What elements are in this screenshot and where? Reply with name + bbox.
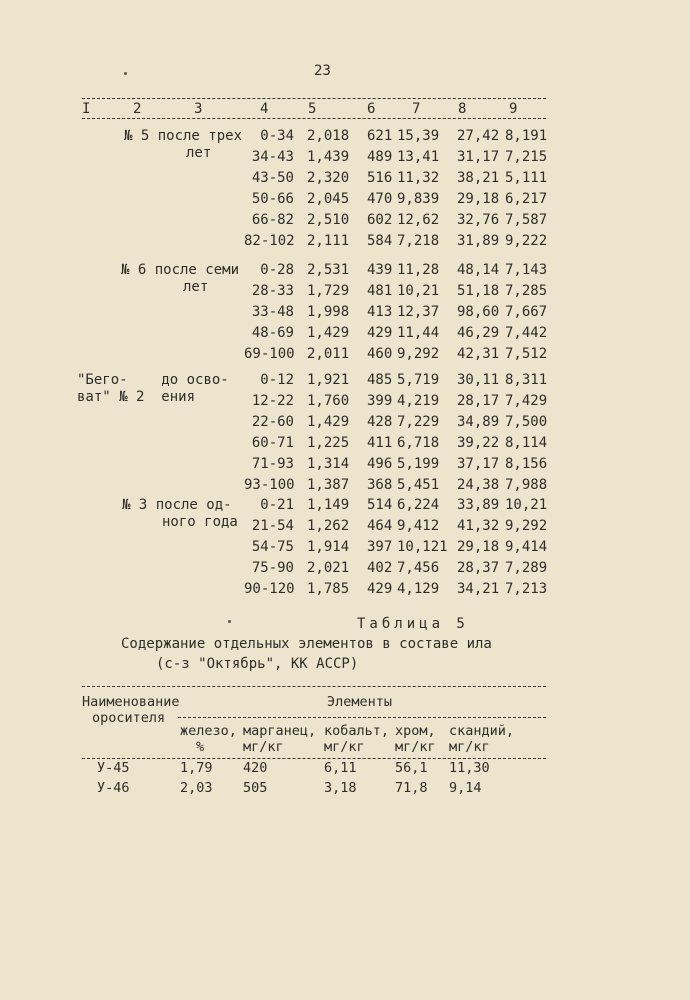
table-cell: 39,22 xyxy=(457,435,500,451)
table-cell: 37,17 xyxy=(457,456,500,472)
table-cell: 46,29 xyxy=(457,325,500,341)
col-header: кобальт, мг/кг xyxy=(324,723,390,755)
col-header: 7 xyxy=(412,101,421,117)
table-cell: 1,439 xyxy=(307,149,350,165)
table-cell: 51,18 xyxy=(457,283,500,299)
table-cell: 71-93 xyxy=(251,456,294,472)
table-cell: 10,21 xyxy=(505,497,548,513)
table-cell: 402 xyxy=(367,560,393,576)
table-row xyxy=(0,497,690,517)
table-cell: 420 xyxy=(243,760,268,776)
table-cell: 33-48 xyxy=(251,304,294,320)
table-cell: 7,285 xyxy=(505,283,548,299)
group-label: № 3 после од- ного года xyxy=(122,497,238,530)
table-cell: 4,219 xyxy=(397,393,440,409)
table-cell: 428 xyxy=(367,414,393,430)
page-number: 23 xyxy=(314,63,331,79)
col-header: хром, мг/кг xyxy=(395,723,436,755)
group-label: № 5 после трех лет xyxy=(124,128,243,161)
table-cell: 41,32 xyxy=(457,518,500,534)
table-cell: 5,719 xyxy=(397,372,440,388)
table-cell: 98,60 xyxy=(457,304,500,320)
table-cell: 48-69 xyxy=(251,325,294,341)
table-cell: 22-60 xyxy=(251,414,294,430)
table-cell: 464 xyxy=(367,518,393,534)
col-header: марганец, мг/кг xyxy=(243,723,317,755)
table-cell: 24,38 xyxy=(457,477,500,493)
table-cell: 397 xyxy=(367,539,393,555)
col-header: 6 xyxy=(367,101,376,117)
table-cell: 9,414 xyxy=(505,539,548,555)
table-row xyxy=(0,581,690,601)
table-cell: 38,21 xyxy=(457,170,500,186)
table-cell: 69-100 xyxy=(244,346,295,362)
table-cell: 411 xyxy=(367,435,393,451)
table-cell: 1,914 xyxy=(307,539,350,555)
table-row xyxy=(0,346,690,366)
table-cell: 1,429 xyxy=(307,414,350,430)
table-cell: 90-120 xyxy=(244,581,295,597)
table-cell: 7,512 xyxy=(505,346,548,362)
table-cell: 71,8 xyxy=(395,780,428,796)
col-header: 2 xyxy=(133,101,142,117)
table-cell: 584 xyxy=(367,233,393,249)
table-cell: 2,510 xyxy=(307,212,350,228)
table-cell: 2,018 xyxy=(307,128,350,144)
table-cell: 1,79 xyxy=(180,760,213,776)
table-cell: 1,225 xyxy=(307,435,350,451)
col-header: скандий, мг/кг xyxy=(449,723,515,755)
table-cell: 413 xyxy=(367,304,393,320)
table5-title: Содержание отдельных элементов в составе ила xyxy=(121,636,492,652)
table-cell: 7,429 xyxy=(505,393,548,409)
table-cell: 28,37 xyxy=(457,560,500,576)
table-cell: 1,429 xyxy=(307,325,350,341)
col-header: 3 xyxy=(194,101,203,117)
table4-header xyxy=(82,98,546,120)
table-cell: 27,42 xyxy=(457,128,500,144)
table-cell: 9,222 xyxy=(505,233,548,249)
table-cell: 516 xyxy=(367,170,393,186)
table-cell: 1,729 xyxy=(307,283,350,299)
table-cell: 2,011 xyxy=(307,346,350,362)
table-cell: 621 xyxy=(367,128,393,144)
table-cell: У-45 xyxy=(97,760,130,776)
table-row xyxy=(0,539,690,559)
table-cell: 0-28 xyxy=(260,262,294,278)
table-cell: 2,320 xyxy=(307,170,350,186)
table-row xyxy=(0,414,690,434)
table-cell: 9,14 xyxy=(449,780,482,796)
table-cell: 15,39 xyxy=(397,128,440,144)
table-cell: 8,191 xyxy=(505,128,548,144)
table-cell: 439 xyxy=(367,262,393,278)
table-cell: 31,89 xyxy=(457,233,500,249)
table-cell: 2,111 xyxy=(307,233,350,249)
table-cell: 11,32 xyxy=(397,170,440,186)
col-header: 5 xyxy=(308,101,317,117)
table-cell: 1,149 xyxy=(307,497,350,513)
col-name-header: Наименование оросителя xyxy=(82,694,180,726)
table-row xyxy=(0,325,690,345)
table-row xyxy=(0,435,690,455)
table-row xyxy=(0,149,690,169)
table-cell: 34-43 xyxy=(251,149,294,165)
table-cell: 30,11 xyxy=(457,372,500,388)
table-cell: 93-100 xyxy=(244,477,295,493)
table-cell: 1,998 xyxy=(307,304,350,320)
table-row xyxy=(0,560,690,580)
table-cell: 6,11 xyxy=(324,760,357,776)
table-cell: 0-21 xyxy=(260,497,294,513)
table-cell: 7,213 xyxy=(505,581,548,597)
table-cell: 7,667 xyxy=(505,304,548,320)
table-cell: 12-22 xyxy=(251,393,294,409)
table5-rule-mid xyxy=(82,758,546,759)
table-cell: 7,500 xyxy=(505,414,548,430)
table-cell: 481 xyxy=(367,283,393,299)
table-cell: 6,224 xyxy=(397,497,440,513)
table-cell: 2,531 xyxy=(307,262,350,278)
table-cell: 1,921 xyxy=(307,372,350,388)
table-row xyxy=(0,393,690,413)
table-cell: 6,718 xyxy=(397,435,440,451)
table-row xyxy=(0,372,690,392)
table-cell: 11,44 xyxy=(397,325,440,341)
table-cell: 12,37 xyxy=(397,304,440,320)
table-cell: 1,785 xyxy=(307,581,350,597)
table-cell: 33,89 xyxy=(457,497,500,513)
table-cell: 7,215 xyxy=(505,149,548,165)
table-cell: 9,292 xyxy=(397,346,440,362)
table-cell: 514 xyxy=(367,497,393,513)
table-cell: 1,262 xyxy=(307,518,350,534)
table-row xyxy=(0,128,690,148)
table-cell: 34,89 xyxy=(457,414,500,430)
table-cell: 460 xyxy=(367,346,393,362)
table-cell: 56,1 xyxy=(395,760,428,776)
elements-header: Элементы xyxy=(327,694,393,710)
table5-label: Таблица 5 xyxy=(357,616,469,632)
table-cell: 5,199 xyxy=(397,456,440,472)
table-row xyxy=(0,170,690,190)
table-cell: 2,045 xyxy=(307,191,350,207)
table-cell: 7,289 xyxy=(505,560,548,576)
table-cell: 28,17 xyxy=(457,393,500,409)
table-row xyxy=(0,283,690,303)
table-cell: 6,217 xyxy=(505,191,548,207)
table-cell: 13,41 xyxy=(397,149,440,165)
table-cell: 31,17 xyxy=(457,149,500,165)
table-cell: 399 xyxy=(367,393,393,409)
table-cell: 21-54 xyxy=(251,518,294,534)
table-cell: 368 xyxy=(367,477,393,493)
table-cell: 489 xyxy=(367,149,393,165)
table-cell: 1,760 xyxy=(307,393,350,409)
table-cell: 32,76 xyxy=(457,212,500,228)
header-rule-bottom xyxy=(82,118,546,119)
table-cell: 10,121 xyxy=(397,539,448,555)
table-cell: 66-82 xyxy=(251,212,294,228)
table-cell: 9,839 xyxy=(397,191,440,207)
table-cell: 7,143 xyxy=(505,262,548,278)
paper-speck xyxy=(228,620,231,623)
table-cell: 0-12 xyxy=(260,372,294,388)
table-cell: 7,229 xyxy=(397,414,440,430)
table-cell: 505 xyxy=(243,780,268,796)
col-header: 9 xyxy=(509,101,518,117)
group-label: "Бего- до осво- ват" № 2 ения xyxy=(77,372,229,405)
table-cell: 496 xyxy=(367,456,393,472)
table-cell: 3,18 xyxy=(324,780,357,796)
group-label: № 6 после семи лет xyxy=(121,262,240,295)
table-cell: 8,156 xyxy=(505,456,548,472)
table-cell: 12,62 xyxy=(397,212,440,228)
table-cell: 43-50 xyxy=(251,170,294,186)
table-cell: 2,03 xyxy=(180,780,213,796)
col-header: 8 xyxy=(458,101,467,117)
table-cell: 34,21 xyxy=(457,581,500,597)
table5 xyxy=(82,686,546,806)
table-cell: 429 xyxy=(367,581,393,597)
table-cell: 7,587 xyxy=(505,212,548,228)
table-cell: 2,021 xyxy=(307,560,350,576)
table-cell: 1,314 xyxy=(307,456,350,472)
table-cell: 75-90 xyxy=(251,560,294,576)
table-cell: 470 xyxy=(367,191,393,207)
table-cell: 29,18 xyxy=(457,539,500,555)
col-header: 4 xyxy=(260,101,269,117)
table-row xyxy=(0,518,690,538)
table-cell: 8,114 xyxy=(505,435,548,451)
table-cell: 10,21 xyxy=(397,283,440,299)
table-cell: 11,30 xyxy=(449,760,490,776)
table-cell: 42,31 xyxy=(457,346,500,362)
table-cell: 429 xyxy=(367,325,393,341)
table-cell: 7,456 xyxy=(397,560,440,576)
table-cell: У-46 xyxy=(97,780,130,796)
table-row xyxy=(0,262,690,282)
table-cell: 82-102 xyxy=(244,233,295,249)
col-header: I xyxy=(82,101,91,117)
table-row xyxy=(0,477,690,497)
table-cell: 1,387 xyxy=(307,477,350,493)
table-row xyxy=(0,304,690,324)
table-row xyxy=(0,456,690,476)
table-cell: 0-34 xyxy=(260,128,294,144)
table-cell: 54-75 xyxy=(251,539,294,555)
table-cell: 28-33 xyxy=(251,283,294,299)
table-cell: 4,129 xyxy=(397,581,440,597)
table-cell: 8,311 xyxy=(505,372,548,388)
table-cell: 485 xyxy=(367,372,393,388)
table5-subtitle: (с-з "Октябрь", КК АССР) xyxy=(156,656,359,672)
table-cell: 11,28 xyxy=(397,262,440,278)
elements-rule xyxy=(178,717,546,718)
table-row xyxy=(0,191,690,211)
header-rule-top xyxy=(82,98,546,99)
table-cell: 7,988 xyxy=(505,477,548,493)
table-cell: 7,218 xyxy=(397,233,440,249)
table-row xyxy=(0,212,690,232)
table-row xyxy=(0,233,690,253)
col-header: железо, % xyxy=(180,723,237,755)
table-cell: 5,111 xyxy=(505,170,548,186)
table-cell: 9,292 xyxy=(505,518,548,534)
table-cell: 602 xyxy=(367,212,393,228)
table-cell: 50-66 xyxy=(251,191,294,207)
table5-rule-top xyxy=(82,686,546,687)
table-cell: 5,451 xyxy=(397,477,440,493)
table-cell: 60-71 xyxy=(251,435,294,451)
table-cell: 48,14 xyxy=(457,262,500,278)
paper-speck xyxy=(124,72,127,75)
table-cell: 29,18 xyxy=(457,191,500,207)
table-cell: 9,412 xyxy=(397,518,440,534)
table-cell: 7,442 xyxy=(505,325,548,341)
